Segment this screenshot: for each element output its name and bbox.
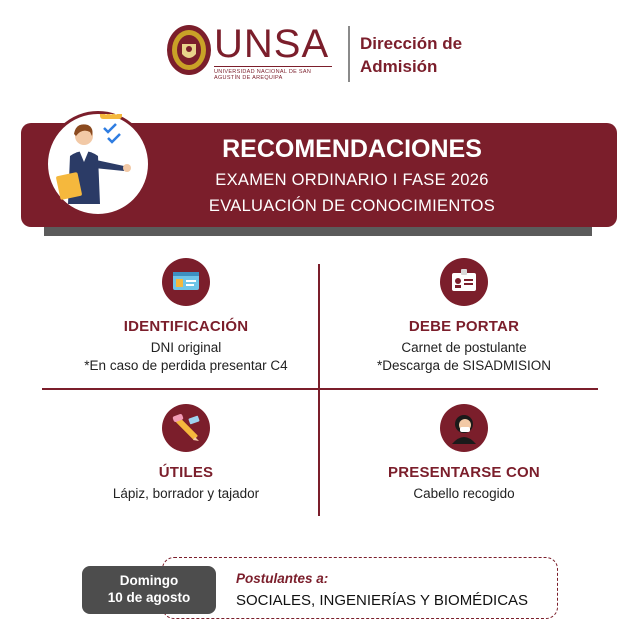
- student-icon: [48, 114, 148, 214]
- exam-date-day: Domingo: [119, 573, 179, 588]
- recommendation-desc: [329, 485, 599, 503]
- university-seal-icon: [166, 24, 212, 76]
- recommendation-identification: [51, 258, 321, 375]
- brand-subtitle: UNIVERSIDAD NACIONAL DE SAN AGUSTÍN DE AREQUIPA: [214, 66, 332, 81]
- recommendation-desc-line1: Cabello recogido: [413, 486, 515, 501]
- header-divider: [348, 26, 350, 82]
- recommendation-desc: [329, 339, 599, 375]
- recommendation-desc-line2: *Descarga de SISADMISION: [376, 358, 552, 373]
- person-icon: [440, 404, 488, 452]
- pencil-eraser-icon: [162, 404, 210, 452]
- exam-date-date: 10 de agosto: [107, 590, 191, 605]
- recommendation-title: IDENTIFICACIÓN: [123, 318, 249, 335]
- banner-evaluation-line: EVALUACIÓN DE CONOCIMIENTOS: [208, 197, 496, 215]
- recommendation-supplies: [51, 404, 321, 503]
- recommendation-title: DEBE PORTAR: [408, 318, 520, 335]
- recommendation-desc-line1: DNI original: [150, 340, 222, 355]
- recommendation-title: ÚTILES: [158, 464, 214, 481]
- recommendation-desc-line1: Carnet de postulante: [401, 340, 527, 355]
- recommendation-desc: [51, 339, 321, 375]
- department-line1: Dirección de: [360, 34, 463, 53]
- department-name: [360, 32, 462, 78]
- header: [166, 20, 496, 86]
- recommendation-desc: [51, 485, 321, 503]
- recommendation-present-with: [329, 404, 599, 503]
- recommendation-desc-line2: *En caso de perdida presentar C4: [84, 358, 288, 373]
- brand-name: UNSA: [214, 22, 330, 66]
- banner-exam-line: EXAMEN ORDINARIO I FASE 2026: [215, 171, 489, 189]
- student-illustration: [45, 111, 151, 217]
- department-line2: Admisión: [360, 57, 438, 76]
- brand-logo: [214, 24, 332, 81]
- recommendation-must-carry: [329, 258, 599, 375]
- banner-title: RECOMENDACIONES: [222, 135, 482, 163]
- applicants-info-box: [162, 557, 558, 619]
- applicants-areas: SOCIALES, INGENIERÍAS Y BIOMÉDICAS: [236, 592, 529, 609]
- recommendation-title: PRESENTARSE CON: [388, 464, 540, 481]
- exam-date-badge: [82, 566, 216, 614]
- applicants-label: Postulantes a:: [236, 571, 329, 586]
- grid-horizontal-divider: [42, 388, 598, 390]
- recommendation-desc-line1: Lápiz, borrador y tajador: [112, 486, 260, 501]
- badge-icon: [440, 258, 488, 306]
- id-card-icon: [162, 258, 210, 306]
